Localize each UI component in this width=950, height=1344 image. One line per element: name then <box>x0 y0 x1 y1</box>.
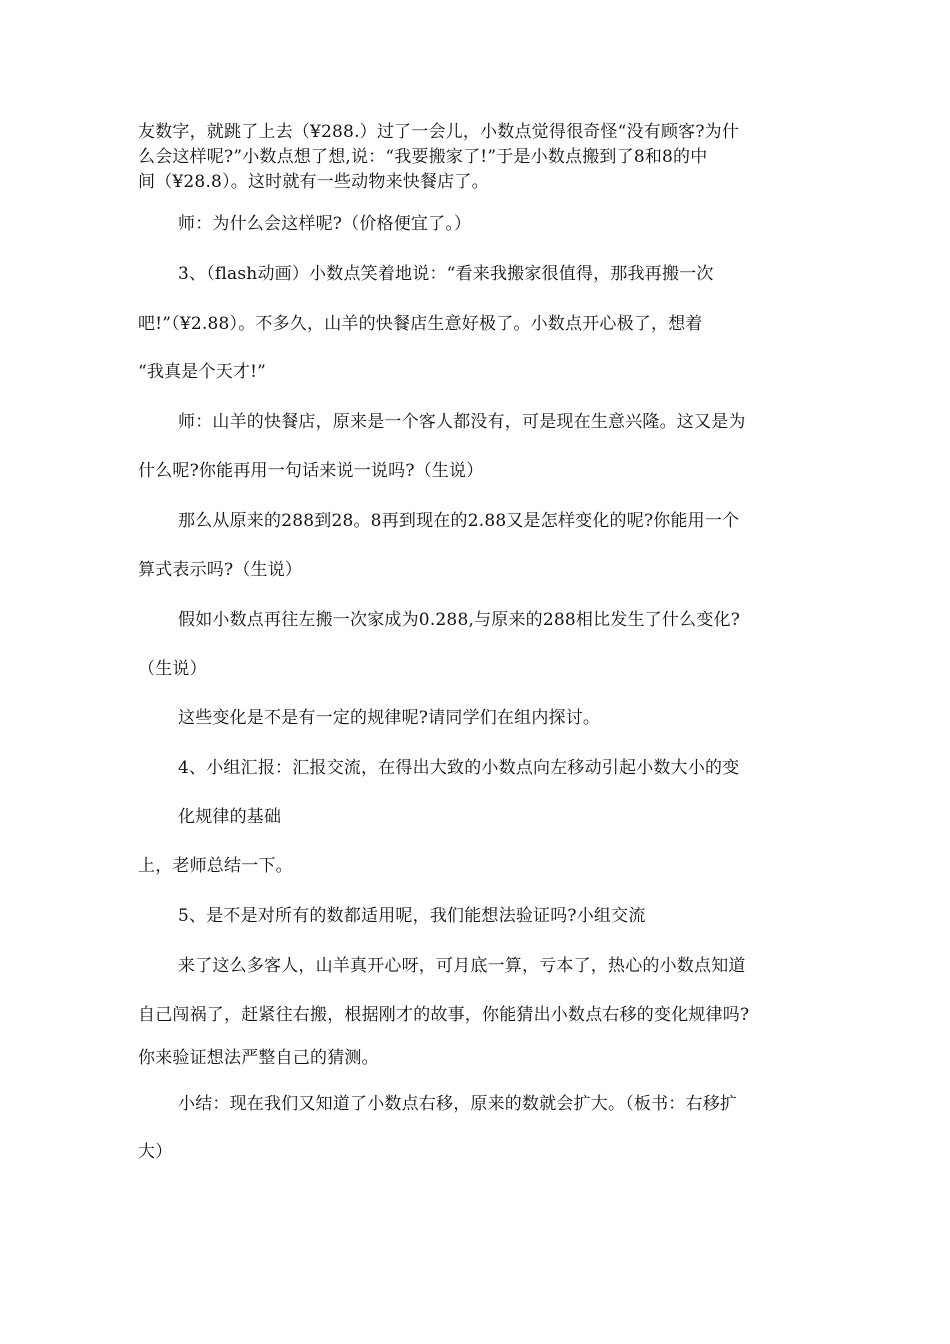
text-line: 自己闯祸了，赶紧往右搬，根据刚才的故事，你能猜出小数点右移的变化规律吗? <box>138 1005 750 1025</box>
text-line: 那么从原来的288到28。8再到现在的2.88又是怎样变化的呢?你能用一个 <box>178 511 740 531</box>
text-line: 师：山羊的快餐店，原来是一个客人都没有，可是现在生意兴隆。这又是为 <box>178 412 746 432</box>
text-line: 师：为什么会这样呢?（价格便宜了。） <box>178 214 472 234</box>
text-line: 什么呢?你能再用一句话来说一说吗?（生说） <box>138 461 484 481</box>
text-line: “我真是个天才!” <box>138 362 267 382</box>
text-line: 上，老师总结一下。 <box>138 856 293 876</box>
text-line: 化规律的基础 <box>178 807 282 827</box>
text-line: 来了这么多客人，山羊真开心呀，可月底一算，亏本了，热心的小数点知道 <box>178 956 746 976</box>
text-line: 么会这样呢?”小数点想了想,说：“我要搬家了!”于是小数点搬到了8和8的中 <box>138 147 708 167</box>
text-line: 5、是不是对所有的数都适用呢，我们能想法验证吗?小组交流 <box>178 906 646 926</box>
text-line: （生说） <box>138 659 207 679</box>
text-line: 算式表示吗?（生说） <box>138 560 303 580</box>
text-line: 4、小组汇报：汇报交流，在得出大致的小数点向左移动引起小数大小的变 <box>178 758 740 778</box>
text-line: 3、（flash动画）小数点笑着地说：“看来我搬家很值得，那我再搬一次 <box>178 264 714 284</box>
text-line: 这些变化是不是有一定的规律呢?请同学们在组内探讨。 <box>178 708 601 728</box>
text-line: 吧!”（¥2.88）。不多久，山羊的快餐店生意好极了。小数点开心极了，想着 <box>138 314 703 334</box>
text-line: 你来验证想法严整自己的猜测。 <box>138 1048 379 1068</box>
text-line: 间（¥28.8）。这时就有一些动物来快餐店了。 <box>138 172 489 192</box>
text-line: 大） <box>138 1142 173 1162</box>
text-line: 假如小数点再往左搬一次家成为0.288,与原来的288相比发生了什么变化? <box>178 610 741 630</box>
text-line: 友数字，就跳了上去（¥288.）过了一会儿，小数点觉得很奇怪“没有顾客?为什 <box>138 122 740 142</box>
text-line: 小结：现在我们又知道了小数点右移，原来的数就会扩大。（板书：右移扩 <box>178 1094 738 1114</box>
